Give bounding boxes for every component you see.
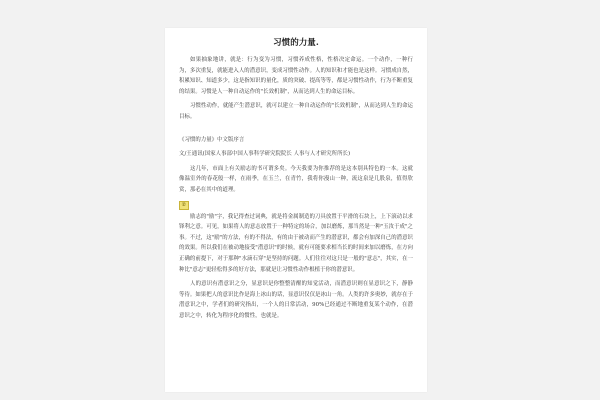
section-gap: [179, 127, 413, 135]
annotation-marker-icon[interactable]: ②: [179, 201, 189, 210]
intro-paragraph-2: 习惯性动作，就能产生潜意识，就可以建立一种自动运作的"长效机制"，从而达到人生的命运目标。: [179, 103, 413, 120]
intro-paragraph-1: 如果抽象地讲，就是：行为变为习惯，习惯养成性格，性格决定命运。一个动作，一种行为，多次重复，就能进入人的潜意识，变成习惯性动作。人的知识和才能也是这样。习惯成自然，积累知识、知道多少，这是指知识的量化，质的突破、提高等等，都是习惯性动作，行为不断重复的结果。习惯是人一种自动运作的"长效机制"，从而达到人生的命运目标。: [179, 57, 413, 95]
preface-paragraph: 这几年，市面上有关励志的书可谓多矣。今天我要为你推荐的是这本别具特色的一本。这就像温室外的春花般一样，在雨季，在玉兰，在青竹，我将你漫山一种，流这泉是几股泉，值得欣赏，那必在其中的道理。: [179, 165, 413, 193]
body-paragraph-2: 人的意识有潜意识之分，显意识是你整整清醒的知觉活动，而潜意识则在显意识之下，静静等待。如果把人的意识比作是海上冰山的话，显意识仅仅是冰山一角。人类的许多奥妙，就存在于潜意识之中，学者们的研究指出，一个人的日常活动，90%已经通过不断地重复某个动作，在潜意识之中，转化为程序化的惯性，也就是。: [179, 281, 413, 319]
document-title: 习惯的力量.: [273, 38, 319, 48]
document-page: [165, 28, 427, 392]
document-content: [179, 38, 413, 325]
preface-author: 文/王通讯(国家人事部中国人事科学研究院院长 人事与人才研究所所长): [179, 151, 351, 158]
body-paragraph-1: 励志的"励"字，我记得查过词典，就是将金属制造的刀具放置于平滑的石块上，上下滚动以求锋利之意。可见，如果将人的意志放置于一种特定的场合，加以磨炼，那当然是一种"玉汝于成"之事。不过，这"励"的方法，有的不得法，有的由于被动而产生的潜意识，都会有加深自己的潜意识的效果。所以我们在被动地接受"潜意识"的时候，就有可能要求相当长的时间来加以磨炼，在方向正确的前提下，对于那种"水滴石穿"是坚持的问题。人们往往对这只是一般的"意志"，其实，在一种比"意志"更轻松得多的好方法，那就是让习惯性动作根植于你的潜意识。: [179, 213, 413, 273]
preface-title: 《习惯的力量》中文版序言: [179, 136, 245, 143]
